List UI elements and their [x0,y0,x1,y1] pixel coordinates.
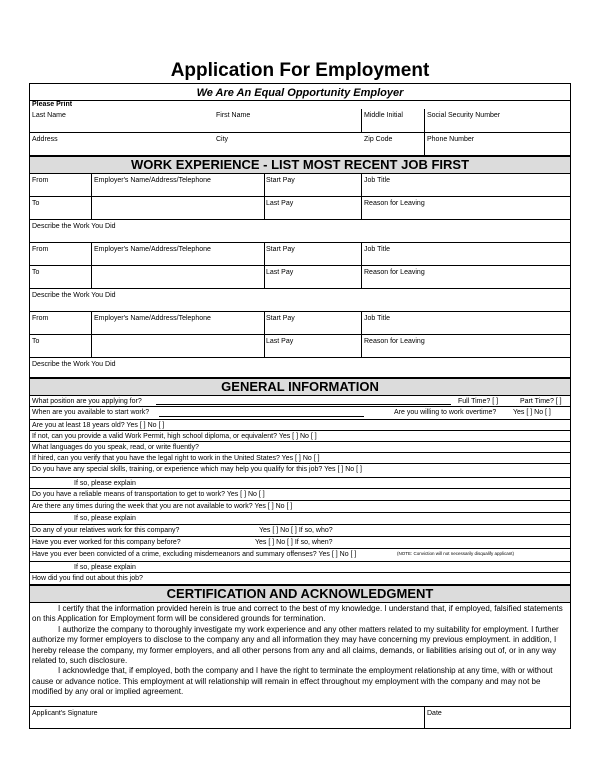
legal-row [30,453,570,464]
job-2-reason-field[interactable]: Reason for Leaving [364,269,425,276]
conviction-note: (NOTE: Conviction will not necessarily disqualify applicant) [397,551,515,556]
permit-row [30,431,570,442]
address-field[interactable]: Address [32,136,58,143]
convicted-explain-label: If so, please explain [74,564,136,571]
form-title: Application For Employment [170,60,430,81]
address-row [30,133,570,156]
job-3-employer-field[interactable]: Employer's Name/Address/Telephone [94,315,211,322]
phone-field[interactable]: Phone Number [427,136,475,143]
overtime-question: Are you willing to work overtime? [394,409,497,416]
job-1-last-pay-field[interactable]: Last Pay [266,200,294,207]
job-3-describe-field[interactable]: Describe the Work You Did [32,361,116,368]
equal-opportunity-heading: We Are An Equal Opportunity Employer [196,87,404,99]
relatives-yes-no[interactable]: Yes [ ] No [ ] If so, who? [259,527,333,534]
transport-question[interactable]: Do you have a reliable means of transportation to get to work? Yes [ ] No [ ] [32,491,265,498]
job-2-to-row [30,266,570,289]
header-divider [30,100,570,101]
times-explain-row [30,513,570,525]
start-question: When are you available to start work? [32,409,150,416]
start-row [30,407,570,420]
job-3-title-field[interactable]: Job Title [364,315,391,322]
job-1-from-field[interactable]: From [32,177,49,184]
job-1-describe-field[interactable]: Describe the Work You Did [32,223,116,230]
times-row [30,501,570,513]
work-experience-heading: WORK EXPERIENCE - LIST MOST RECENT JOB FIRST [30,156,570,174]
times-explain-label: If so, please explain [74,515,136,522]
please-print-note: Please Print [32,101,73,108]
convicted-explain-row [30,562,570,573]
skills-explain-row [30,478,570,489]
convicted-row [30,549,570,562]
job-1-from-row [30,174,570,197]
date-field[interactable]: Date [427,710,442,717]
job-3-describe-row [30,358,570,378]
job-2-from-field[interactable]: From [32,246,49,253]
signature-field[interactable]: Applicant's Signature [32,710,98,717]
job-2-describe-row [30,289,570,312]
transport-row [30,489,570,501]
ssn-field[interactable]: Social Security Number [427,112,501,119]
job-3-from-row [30,312,570,335]
languages-question: What languages do you speak, read, or write fluently? [32,444,199,451]
skills-question[interactable]: Do you have any special skills, training, or experience which may help you qualify for this job? Yes [ ] No [ ] [32,466,362,473]
age-question[interactable]: Are you at least 18 years old? Yes [ ] No [ ] [32,422,165,429]
job-3-reason-field[interactable]: Reason for Leaving [364,338,425,345]
job-3-from-field[interactable]: From [32,315,49,322]
job-1-reason-field[interactable]: Reason for Leaving [364,200,425,207]
worked-question: Have you ever worked for this company before? [32,539,181,546]
legal-question[interactable]: If hired, can you verify that you have the legal right to work in the United States? Yes [ ] No [ ] [32,455,320,462]
job-2-from-row [30,243,570,266]
position-answer-line[interactable] [156,404,451,405]
job-3-to-row [30,335,570,358]
name-row [30,109,570,133]
city-field[interactable]: City [216,136,229,143]
job-3-start-pay-field[interactable]: Start Pay [266,315,295,322]
certification-paragraph-2: I authorize the company to thoroughly investigate my work experience and any other matters related to my suitability for employment. I further authorize my former employers to disclose to the company any and all information they may have concerning my previous employment. in addition, I hereby release the company, my former employers, and all other persons from any and all claims, demands, or liabilities arising out of, or in any way related to, such disclosure. [32,624,559,666]
general-info-heading: GENERAL INFORMATION [30,378,570,396]
relatives-row [30,525,570,537]
worked-yes-no[interactable]: Yes [ ] No [ ] If so, when? [255,539,333,546]
languages-row [30,442,570,453]
job-1-to-field[interactable]: To [32,200,40,207]
found-row [30,573,570,585]
job-1-title-field[interactable]: Job Title [364,177,391,184]
signature-row [30,706,570,729]
position-question: What position are you applying for? [32,398,142,405]
times-question[interactable]: Are there any times during the week that you are not available to work? Yes [ ] No [ ] [32,503,293,510]
job-1-to-row [30,197,570,220]
overtime-yes-no[interactable]: Yes [ ] No [ ] [513,409,551,416]
worked-row [30,537,570,549]
job-1-start-pay-field[interactable]: Start Pay [266,177,295,184]
middle-initial-field[interactable]: Middle Initial [364,112,403,119]
job-2-to-field[interactable]: To [32,269,40,276]
found-question: How did you find out about this job? [32,575,143,582]
job-3-last-pay-field[interactable]: Last Pay [266,338,294,345]
job-1-employer-field[interactable]: Employer's Name/Address/Telephone [94,177,211,184]
job-3-to-field[interactable]: To [32,338,40,345]
job-2-title-field[interactable]: Job Title [364,246,391,253]
first-name-field[interactable]: First Name [216,112,251,119]
certification-text [32,604,566,698]
job-2-employer-field[interactable]: Employer's Name/Address/Telephone [94,246,211,253]
skills-explain-label: If so, please explain [74,480,136,487]
permit-question[interactable]: If not, can you provide a valid Work Permit, high school diploma, or equivalent? Yes [ ] No [ ] [32,433,317,440]
skills-row [30,464,570,478]
certification-paragraph-1: I certify that the information provided herein is true and correct to the best of my knowledge. I understand that, if employed, falsified statements on this Application for Employment form will be considered grounds for termination. [32,604,563,624]
certification-paragraph-3: I acknowledge that, if employed, both the company and I have the right to terminate the employment relationship at any time, with or without cause or advance notice. This employment at will relationship will remain in effect throughout my employment with the company and may not be modified by any oral or implied agreement. [32,666,553,697]
job-2-start-pay-field[interactable]: Start Pay [266,246,295,253]
position-row [30,396,570,407]
application-form [29,83,571,729]
zip-field[interactable]: Zip Code [364,136,393,143]
relatives-question: Do any of your relatives work for this company? [32,527,180,534]
job-2-describe-field[interactable]: Describe the Work You Did [32,292,116,299]
start-answer-line[interactable] [159,416,364,417]
convicted-question[interactable]: Have you ever been convicted of a crime, excluding misdemeanors and summary offenses? Yes [ ] No [ ] [32,551,357,558]
part-time-checkbox[interactable]: Part Time? [ ] [520,398,562,405]
certification-heading: CERTIFICATION AND ACKNOWLEDGMENT [30,585,570,603]
full-time-checkbox[interactable]: Full Time? [ ] [458,398,499,405]
last-name-field[interactable]: Last Name [32,112,66,119]
job-1-describe-row [30,220,570,243]
job-2-last-pay-field[interactable]: Last Pay [266,269,294,276]
age-row [30,420,570,431]
